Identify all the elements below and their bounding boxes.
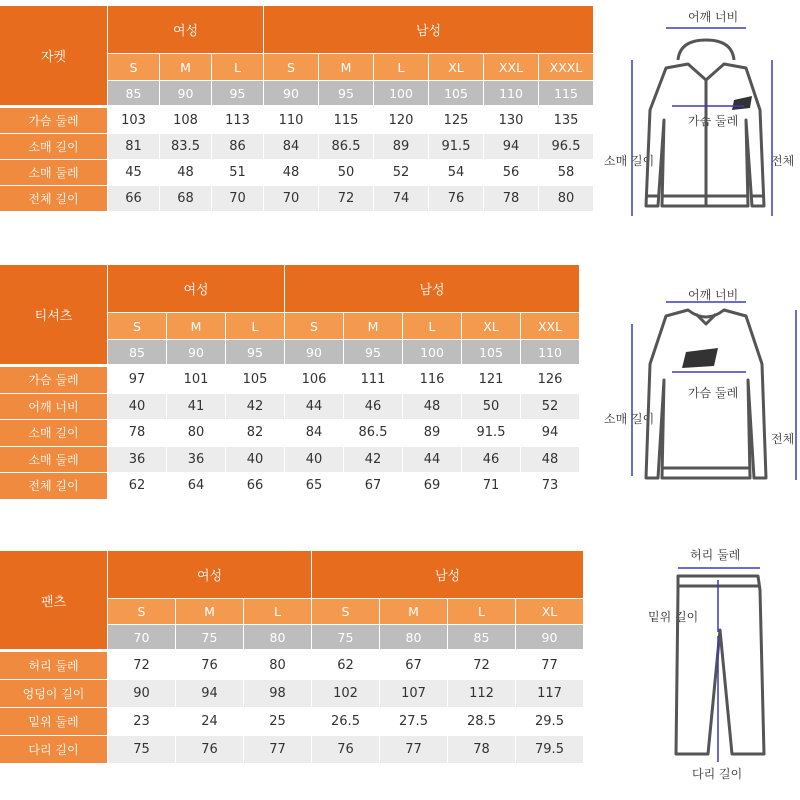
measurement-value: 94 [484,134,538,159]
height-value: 85 [108,81,159,105]
measurement-value: 78 [448,736,515,763]
measurement-value: 51 [229,165,246,180]
measurement-value: 117 [516,680,583,707]
measurement-value: 126 [537,372,563,388]
measurement-value: 78 [484,186,538,211]
measurement-value: 72 [319,186,373,211]
measurement-value: 48 [177,165,194,180]
measurement-value: 80 [187,425,205,441]
measurement-value: 71 [482,478,500,494]
pants-diagram [640,540,790,790]
measurement-value: 110 [278,113,304,128]
measurement-value: 135 [553,113,579,128]
measurement-value: 52 [521,394,579,420]
row-label: 다리 길이 [0,736,107,763]
height-value: 80 [244,625,311,649]
tshirt-total-label: 전체 [771,432,795,446]
measurement-value: 27.5 [399,714,428,729]
measurement-value: 50 [462,394,520,420]
measurement-value: 25 [269,714,286,729]
row-label: 전체 길이 [0,186,107,211]
measurement-value: 94 [541,425,559,441]
measurement-value: 72 [133,658,150,673]
measurement-value: 120 [388,113,414,128]
row-label: 엉덩이 길이 [0,680,107,707]
size-label: S [108,599,175,624]
size-label: XXL [521,313,579,339]
height-value: 85 [448,625,515,649]
measurement-value: 40 [285,447,343,473]
men-header: 남성 [285,265,579,312]
jacket-chest-label: 가슴 둘레 [688,114,739,128]
measurement-value: 97 [128,372,146,388]
height-value: 90 [285,340,343,364]
size-label: S [285,313,343,339]
category-header: 자켓 [0,6,107,105]
measurement-value: 50 [337,165,355,180]
tshirt-illustration [600,280,800,500]
size-label: M [319,54,373,80]
measurement-value: 44 [285,394,343,420]
measurement-value: 70 [212,186,263,211]
measurement-value: 46 [462,447,520,473]
measurement-value: 86.5 [358,425,388,441]
measurement-value: 121 [478,372,504,388]
measurement-value: 82 [246,425,264,441]
measurement-value: 102 [312,680,379,707]
size-label: XL [429,54,483,80]
height-value: 75 [176,625,243,649]
size-label: M [160,54,211,80]
height-value: 95 [344,340,402,364]
measurement-value: 76 [201,658,218,673]
measurement-value: 42 [344,447,402,473]
size-label: XXXL [539,54,593,80]
measurement-value: 54 [447,165,465,180]
measurement-value: 42 [226,394,284,420]
measurement-value: 23 [133,714,150,729]
measurement-value: 96.5 [539,134,593,159]
men-header: 남성 [264,6,593,53]
measurement-value: 76 [176,736,243,763]
measurement-value: 62 [337,658,354,673]
measurement-value: 91.5 [429,134,483,159]
measurement-value: 80 [269,658,286,673]
height-value: 85 [108,340,166,364]
jacket-illustration [600,0,800,230]
measurement-value: 81 [108,134,159,159]
measurement-value: 75 [108,736,175,763]
measurement-value: 84 [305,425,323,441]
measurement-value: 40 [108,394,166,420]
measurement-value: 89 [423,425,441,441]
pants-leg-label: 다리 길이 [692,767,743,781]
measurement-value: 105 [242,372,268,388]
measurement-value: 69 [423,478,441,494]
size-label: XL [462,313,520,339]
height-value: 95 [212,81,263,105]
measurement-value: 113 [225,113,250,128]
row-label: 허리 둘레 [0,652,107,679]
size-label: L [244,599,311,624]
pants-illustration [640,540,790,790]
height-value: 90 [167,340,225,364]
measurement-value: 94 [176,680,243,707]
measurement-value: 74 [374,186,428,211]
measurement-value: 46 [344,394,402,420]
measurement-value: 66 [246,478,264,494]
size-label: L [448,599,515,624]
height-value: 110 [484,81,538,105]
measurement-value: 48 [521,447,579,473]
height-value: 105 [462,340,520,364]
size-label: S [312,599,379,624]
measurement-value: 66 [108,186,159,211]
size-label: L [374,54,428,80]
jacket-shoulder-label: 어깨 너비 [688,10,739,24]
measurement-value: 77 [244,736,311,763]
measurement-value: 48 [282,165,300,180]
measurement-value: 67 [364,478,382,494]
size-label: L [226,313,284,339]
height-value: 90 [264,81,318,105]
row-label: 소매 길이 [0,420,107,446]
measurement-value: 73 [541,478,559,494]
measurement-value: 78 [128,425,146,441]
tshirt-sleeve-label: 소매 길이 [604,412,655,426]
measurement-value: 48 [403,394,461,420]
tshirt-diagram [600,280,800,500]
height-value: 95 [319,81,373,105]
size-label: L [212,54,263,80]
measurement-value: 89 [374,134,428,159]
height-value: 115 [539,81,593,105]
measurement-value: 41 [167,394,225,420]
measurement-value: 52 [392,165,410,180]
measurement-value: 28.5 [467,714,496,729]
measurement-value: 86.5 [319,134,373,159]
height-value: 90 [160,81,211,105]
measurement-value: 24 [201,714,218,729]
measurement-value: 83.5 [160,134,211,159]
measurement-value: 112 [448,680,515,707]
height-value: 75 [312,625,379,649]
measurement-value: 56 [502,165,520,180]
size-label: S [264,54,318,80]
height-value: 105 [429,81,483,105]
size-label: M [176,599,243,624]
measurement-value: 98 [244,680,311,707]
row-label: 소매 둘레 [0,160,107,185]
row-label: 가슴 둘레 [0,367,107,393]
measurement-value: 44 [403,447,461,473]
measurement-value: 125 [443,113,469,128]
measurement-value: 90 [108,680,175,707]
measurement-value: 111 [360,372,386,388]
measurement-value: 62 [128,478,146,494]
height-value: 100 [374,81,428,105]
measurement-value: 76 [312,736,379,763]
measurement-value: 36 [167,447,225,473]
size-label: S [108,54,159,80]
tshirt-chest-label: 가슴 둘레 [688,386,739,400]
men-header: 남성 [312,551,583,598]
measurement-value: 79.5 [516,736,583,763]
row-label: 전체 길이 [0,473,107,499]
measurement-value: 106 [301,372,327,388]
measurement-value: 101 [183,372,209,388]
row-label: 가슴 둘레 [0,108,107,133]
height-value: 90 [516,625,583,649]
pants-rise-label: 밑위 길이 [648,610,699,624]
measurement-value: 70 [264,186,318,211]
measurement-value: 45 [125,165,142,180]
jacket-sleeve-label: 소매 길이 [604,154,655,168]
measurement-value: 116 [419,372,445,388]
measurement-value: 130 [498,113,524,128]
tshirt-shoulder-label: 어깨 너비 [688,288,739,302]
measurement-value: 65 [305,478,323,494]
height-value: 80 [380,625,447,649]
measurement-value: 64 [187,478,205,494]
size-label: M [344,313,402,339]
measurement-value: 67 [405,658,422,673]
measurement-value: 76 [429,186,483,211]
measurement-value: 72 [473,658,490,673]
measurement-value: 103 [121,113,146,128]
measurement-value: 58 [557,165,575,180]
measurement-value: 91.5 [476,425,506,441]
measurement-value: 29.5 [535,714,564,729]
measurement-value: 40 [226,447,284,473]
size-label: XL [516,599,583,624]
row-label: 어깨 너비 [0,394,107,420]
measurement-value: 115 [333,113,359,128]
measurement-value: 26.5 [331,714,360,729]
measurement-value: 36 [108,447,166,473]
pants-waist-label: 허리 둘레 [690,548,741,562]
size-label: M [167,313,225,339]
height-value: 100 [403,340,461,364]
measurement-value: 107 [380,680,447,707]
size-label: L [403,313,461,339]
measurement-value: 68 [160,186,211,211]
jacket-total-label: 전체 [771,154,795,168]
height-value: 70 [108,625,175,649]
height-value: 110 [521,340,579,364]
women-header: 여성 [108,265,284,312]
measurement-value: 77 [541,658,558,673]
measurement-value: 84 [264,134,318,159]
women-header: 여성 [108,551,311,598]
row-label: 소매 길이 [0,134,107,159]
measurement-value: 77 [380,736,447,763]
category-header: 팬츠 [0,551,107,649]
size-label: M [380,599,447,624]
jacket-diagram [600,0,800,230]
row-label: 소매 둘레 [0,447,107,473]
size-label: XXL [484,54,538,80]
measurement-value: 80 [539,186,593,211]
category-header: 티셔츠 [0,265,107,364]
size-label: S [108,313,166,339]
measurement-value: 108 [173,113,198,128]
row-label: 밑위 둘레 [0,708,107,735]
women-header: 여성 [108,6,263,53]
height-value: 95 [226,340,284,364]
measurement-value: 86 [212,134,263,159]
